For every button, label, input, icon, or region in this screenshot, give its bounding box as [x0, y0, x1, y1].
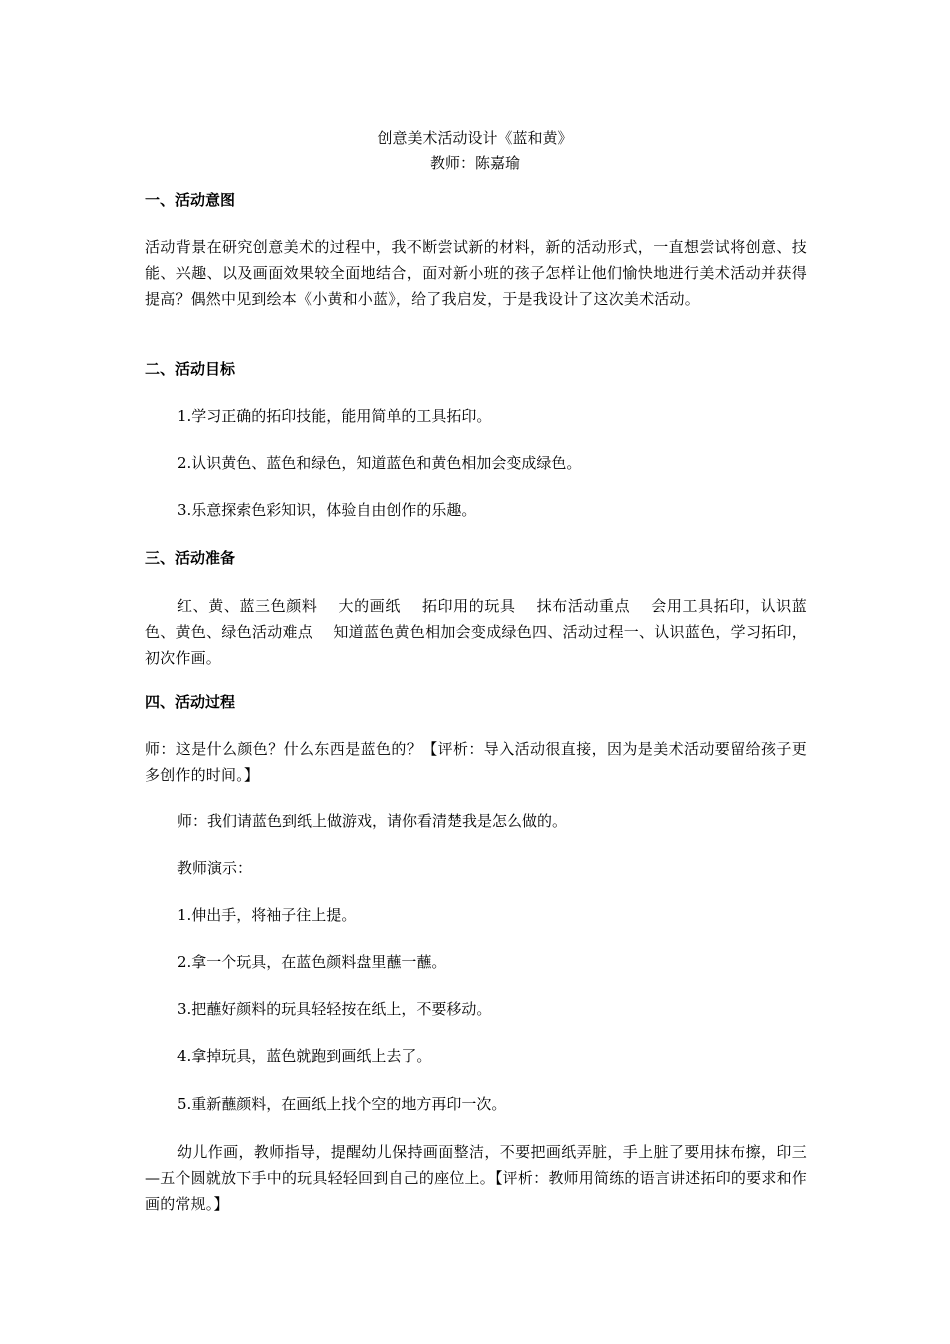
- paragraph-process: 幼儿作画，教师指导，提醒幼儿保持画面整洁，不要把画纸弄脏，手上脏了要用抹布擦，印三—五个圆就放下手中的玩具轻轻回到自己的座位上。【评析：教师用简练的语言讲述拓印的要求和作画的常规。】: [145, 1143, 807, 1213]
- step-item: 2.拿一个玩具，在蓝色颜料盘里蘸一蘸。: [177, 953, 447, 971]
- step-item: 4.拿掉玩具，蓝色就跑到画纸上去了。: [177, 1047, 432, 1065]
- document-title: 创意美术活动设计《蓝和黄》: [377, 129, 573, 147]
- section-heading-process: 四、活动过程: [145, 693, 236, 711]
- section-heading-intent: 一、活动意图: [145, 191, 236, 209]
- paragraph-process: 教师演示：: [177, 859, 253, 877]
- goal-item: 3.乐意探索色彩知识，体验自由创作的乐趣。: [177, 501, 477, 519]
- paragraph-intent: 活动背景在研究创意美术的过程中，我不断尝试新的材料，新的活动形式，一直想尝试将创意、技能、兴趣、以及画面效果较全面地结合，面对新小班的孩子怎样让他们愉快地进行美术活动并获得提高？偶然中见到绘本《小黄和小蓝》，给了我启发，于是我设计了这次美术活动。: [145, 238, 807, 308]
- section-heading-goals: 二、活动目标: [145, 360, 236, 378]
- section-heading-preparation: 三、活动准备: [145, 549, 236, 567]
- step-item: 3.把蘸好颜料的玩具轻轻按在纸上，不要移动。: [177, 1000, 492, 1018]
- paragraph-process: 师：这是什么颜色？什么东西是蓝色的？【评析：导入活动很直接，因为是美术活动要留给孩子更多创作的时间。】: [145, 740, 807, 784]
- document-author: 教师：陈嘉瑜: [429, 154, 520, 172]
- goal-item: 1.学习正确的拓印技能，能用简单的工具拓印。: [177, 407, 492, 425]
- step-item: 1.伸出手，将袖子往上提。: [177, 906, 357, 924]
- paragraph-preparation: 红、黄、蓝三色颜料 大的画纸 拓印用的玩具 抹布活动重点 会用工具拓印，认识蓝色、黄色、绿色活动难点 知道蓝色黄色相加会变成绿色四、活动过程一、认识蓝色，学习拓印，初次作画。: [145, 597, 807, 667]
- step-item: 5.重新蘸颜料，在画纸上找个空的地方再印一次。: [177, 1095, 507, 1113]
- goal-item: 2.认识黄色、蓝色和绿色，知道蓝色和黄色相加会变成绿色。: [177, 454, 582, 472]
- paragraph-process: 师：我们请蓝色到纸上做游戏，请你看清楚我是怎么做的。: [177, 812, 568, 830]
